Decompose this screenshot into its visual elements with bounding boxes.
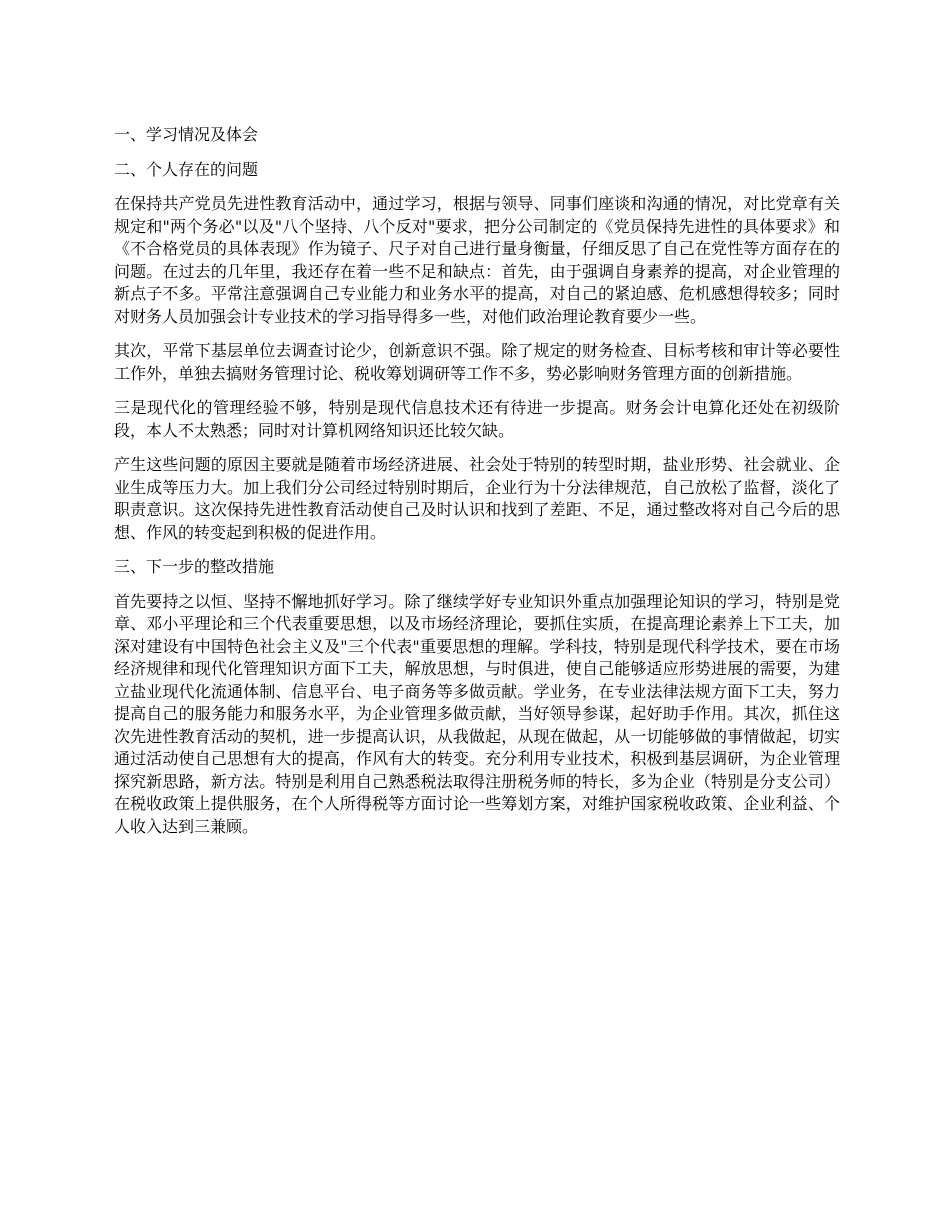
paragraph-1: 在保持共产党员先进性教育活动中，通过学习，根据与领导、同事们座谈和沟通的情况，对比党章有关规定和"两个务必"以及"八个坚持、八个反对"要求，把分公司制定的《党员保持先进性的具体要求》和《不合格党员的具体表现》作为镜子、尺子对自己进行量身衡量，仔细反思了自己在党性等方面存在的问题。在过去的几年里，我还存在着一些不足和缺点：首先，由于强调自身素养的提高，对企业管理的新点子不多。平常注意强调自己专业能力和业务水平的提高，对自己的紧迫感、危机感想得较多；同时对财务人员加强会计专业技术的学习指导得多一些，对他们政治理论教育要少一些。 (114, 194, 840, 326)
paragraph-5: 首先要持之以恒、坚持不懈地抓好学习。除了继续学好专业知识外重点加强理论知识的学习，特别是党章、邓小平理论和三个代表重要思想，以及市场经济理论，要抓住实质，在提高理论素养上下工夫，加深对建设有中国特色社会主义及"三个代表"重要思想的理解。学科技，特别是现代科学技术，要在市场经济规律和现代化管理知识方面下工夫，解放思想，与时俱进，使自己能够适应形势进展的需要，为建立盐业现代化流通体制、信息平台、电子商务等多做贡献。学业务，在专业法律法规方面下工夫，努力提高自己的服务能力和服务水平，为企业管理多做贡献，当好领导参谋，起好助手作用。其次，抓住这次先进性教育活动的契机，进一步提高认识，从我做起，从现在做起，从一切能够做的事情做起，切实通过活动使自己思想有大的提高，作风有大的转变。充分利用专业技术，积极到基层调研，为企业管理探究新思路，新方法。特别是利用自己熟悉税法取得注册税务师的特长，多为企业（特别是分支公司）在税收政策上提供服务，在个人所得税等方面讨论一些筹划方案，对维护国家税收政策、企业利益、个人收入达到三兼顾。 (114, 591, 840, 836)
section-heading-3: 三、下一步的整改措施 (114, 557, 275, 576)
section-heading-1: 一、学习情况及体会 (114, 125, 259, 144)
paragraph-4: 产生这些问题的原因主要就是随着市场经济进展、社会处于特别的转型时期，盐业形势、社会就业、企业生成等压力大。加上我们分公司经过特别时期后，企业行为十分法律规范，自己放松了监督，淡化了职责意识。这次保持先进性教育活动使自己及时认识和找到了差距、不足，通过整改将对自己今后的思想、作风的转变起到积极的促进作用。 (114, 455, 840, 542)
section-heading-2: 二、个人存在的问题 (114, 159, 259, 179)
paragraph-3: 三是现代化的管理经验不够，特别是现代信息技术还有待进一步提高。财务会计电算化还处在初级阶段，本人不太熟悉；同时对计算机网络知识还比较欠缺。 (114, 398, 840, 440)
paragraph-2: 其次，平常下基层单位去调查讨论少，创新意识不强。除了规定的财务检查、目标考核和审计等必要性工作外，单独去搞财务管理讨论、税收筹划调研等工作不多，势必影响财务管理方面的创新措施。 (114, 341, 840, 383)
document-page (114, 124, 840, 850)
